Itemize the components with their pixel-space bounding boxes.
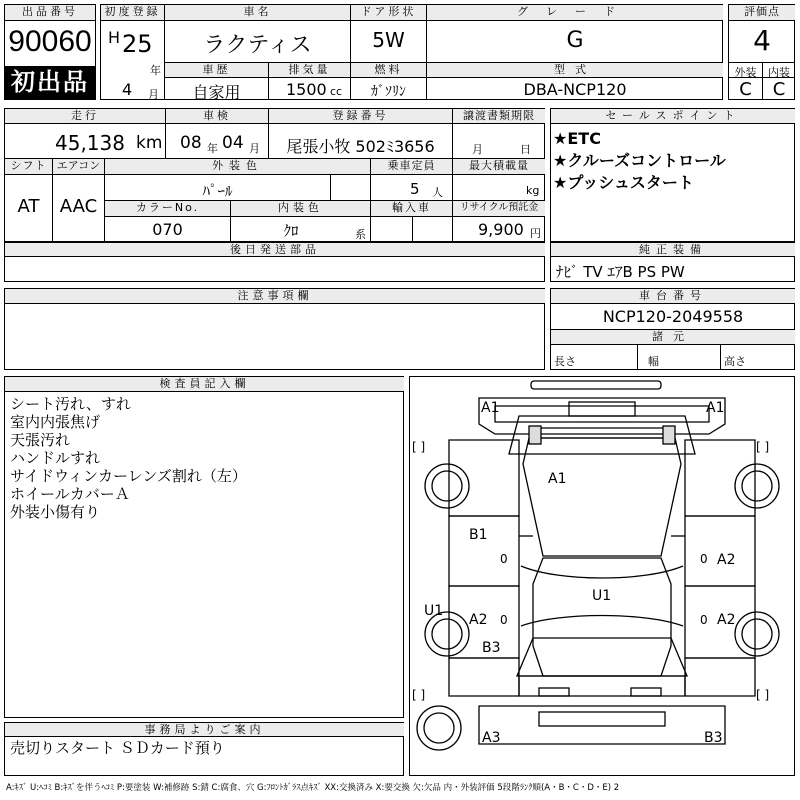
ext-grade-label: 外装 [734, 66, 757, 79]
import-label: 輸入車 [371, 201, 452, 216]
load-unit: kg [526, 184, 540, 197]
chassis-label: 車台番号 [551, 289, 795, 303]
capacity: 5 [410, 180, 420, 198]
lot-number-label: 出品番号 [5, 5, 95, 21]
mark-rear-left: A3 [482, 730, 501, 746]
grade: G [566, 28, 584, 53]
lot-number: 90060 [8, 25, 92, 58]
model-label: 型式 [427, 63, 723, 77]
notes-label: 注意事項欄 [5, 289, 545, 303]
first-reg-label: 初度登録 [101, 5, 164, 20]
history: 自家用 [192, 83, 241, 102]
grade-label: グレード [427, 5, 723, 20]
reg-month-unit: 月 [148, 88, 159, 101]
inspector-line-2: 室内内張焦げ [10, 413, 101, 431]
door-label: ドア形状 [351, 5, 426, 20]
displacement: 1500 [286, 80, 327, 99]
inspection-month-unit: 月 [249, 142, 260, 155]
inspector-label: 検査員記入欄 [5, 377, 404, 391]
era-prefix: H [108, 28, 121, 47]
fuel: ｶﾞｿﾘﾝ [371, 84, 406, 100]
wheel-bracket-rr: [ ] [756, 688, 770, 702]
plate-number: 尾張小牧 502ﾐ3656 [286, 137, 435, 156]
mark-front-right: A1 [706, 400, 725, 416]
mark-door-left-rear: A2 [469, 612, 488, 628]
ext-grade: C [739, 79, 752, 100]
zero-mark-right-rear: 0 [700, 613, 708, 627]
inspector-line-5: サイドウィンカーレンズ割れ（左） [10, 467, 247, 485]
reg-month: 4 [122, 80, 133, 99]
mileage-label: 走行 [5, 109, 165, 123]
inspector-line-1: シート汚れ、すれ [10, 395, 131, 413]
capacity-label: 乗車定員 [371, 159, 452, 174]
inspection-month: 04 [222, 133, 244, 153]
length-label: 長さ [554, 355, 576, 368]
mark-hood: A1 [548, 471, 567, 487]
mark-door-right-rear: A2 [717, 612, 736, 628]
reg-year-unit: 年 [150, 64, 161, 77]
ext-color-label: 外装色 [105, 159, 370, 174]
wheel-bracket-fl: [ ] [412, 440, 426, 454]
width-label: 幅 [648, 355, 659, 368]
mark-front-left: A1 [481, 400, 500, 416]
transfer-label: 譲渡書類期限 [453, 109, 545, 123]
chassis-number: NCP120-2049558 [602, 307, 744, 326]
zero-mark-right-front: 0 [700, 552, 708, 566]
reg-year: 25 [122, 30, 153, 58]
int-grade: C [772, 79, 786, 100]
color-no-label: カラーNo. [105, 201, 230, 216]
equipment-label: 純正装備 [551, 243, 795, 256]
displacement-label: 排気量 [269, 63, 350, 77]
inspection-label: 車検 [166, 109, 268, 123]
fuel-label: 燃料 [351, 63, 426, 77]
capacity-unit: 人 [432, 186, 443, 199]
car-name: ラクティス [203, 33, 312, 58]
zero-mark-left-front: 0 [500, 552, 508, 566]
mark-quarter-left: B3 [482, 640, 501, 656]
score: 4 [753, 24, 771, 57]
ac-label: エアコン [53, 159, 104, 174]
ac: AAC [59, 196, 98, 217]
sales-point-1: ★ETC [553, 129, 601, 148]
door-type: 5W [372, 28, 405, 52]
int-grade-label: 内装 [768, 66, 790, 79]
mark-fender-left: B1 [469, 527, 488, 543]
shift: AT [17, 196, 40, 217]
inspection-year-unit: 年 [207, 142, 218, 155]
wheel-bracket-fr: [ ] [756, 440, 770, 454]
int-color-label: 内装色 [231, 201, 370, 216]
shift-label: シフト [5, 159, 52, 174]
ext-color: ﾊﾟｰﾙ [202, 182, 233, 200]
mark-sill-left: U1 [424, 603, 444, 619]
height-label: 高さ [724, 355, 746, 368]
displacement-unit: cc [330, 85, 343, 98]
zero-mark-left-rear: 0 [500, 613, 508, 627]
model: DBA-NCP120 [523, 80, 627, 99]
color-no: 070 [152, 220, 183, 239]
mark-roof: U1 [592, 588, 612, 604]
sales-points-label: セールスポイント [551, 109, 795, 123]
office-label: 事務局よりご案内 [5, 723, 404, 736]
office-text: 売切りスタート ＳＤカード預り [10, 739, 225, 757]
transfer-day: 日 [520, 143, 531, 156]
mark-door-right-front: A2 [717, 552, 736, 568]
sales-point-2: ★クルーズコントロール [553, 151, 726, 170]
sales-point-3: ★プッシュスタート [553, 173, 694, 192]
recycle-amount: 9,900 [478, 220, 524, 239]
mileage-unit: km [136, 133, 163, 153]
car-diagram [409, 376, 795, 776]
int-color-unit: 系 [355, 228, 366, 241]
damage-legend: A:ｷｽﾞ U:ﾍｺﾐ B:ｷｽﾞを伴うﾍｺﾐ P:要塗装 W:補修跡 S:錆 C:腐食、穴 G:ﾌﾛﾝﾄｶﾞﾗｽ点ｷｽﾞ XX:交換済み X:要交換 欠:欠品 内・外装評価 5段階ﾗﾝｸ順(A・B・C・D・E) 2 [6, 783, 620, 793]
inspector-line-6: ホイールカバーＡ [10, 485, 130, 503]
inspector-line-3: 天張汚れ [10, 431, 71, 449]
load-label: 最大積載量 [453, 159, 545, 174]
mileage: 45,138 [55, 131, 125, 155]
later-parts-label: 後日発送部品 [5, 243, 545, 256]
inspector-line-7: 外装小傷有り [10, 503, 101, 521]
first-listing-badge: 初出品 [5, 66, 95, 99]
inspection-year: 08 [180, 133, 202, 153]
score-label: 評価点 [729, 5, 795, 20]
transfer-month: 月 [472, 143, 483, 156]
plate-label: 登録番号 [269, 109, 452, 123]
recycle-unit: 円 [530, 227, 541, 240]
car-name-label: 車名 [165, 5, 350, 20]
recycle-label: リサイクル預託金 [453, 201, 545, 216]
history-label: 車歴 [165, 63, 268, 77]
wheel-bracket-rl: [ ] [412, 688, 426, 702]
mark-rear-right: B3 [704, 730, 723, 746]
dims-label: 諸元 [551, 330, 795, 344]
inspector-line-4: ハンドルすれ [10, 449, 101, 467]
equipment-value: ﾅﾋﾞ TV ｴｱB PS PW [556, 263, 685, 281]
int-color: ｸﾛ [283, 222, 299, 240]
